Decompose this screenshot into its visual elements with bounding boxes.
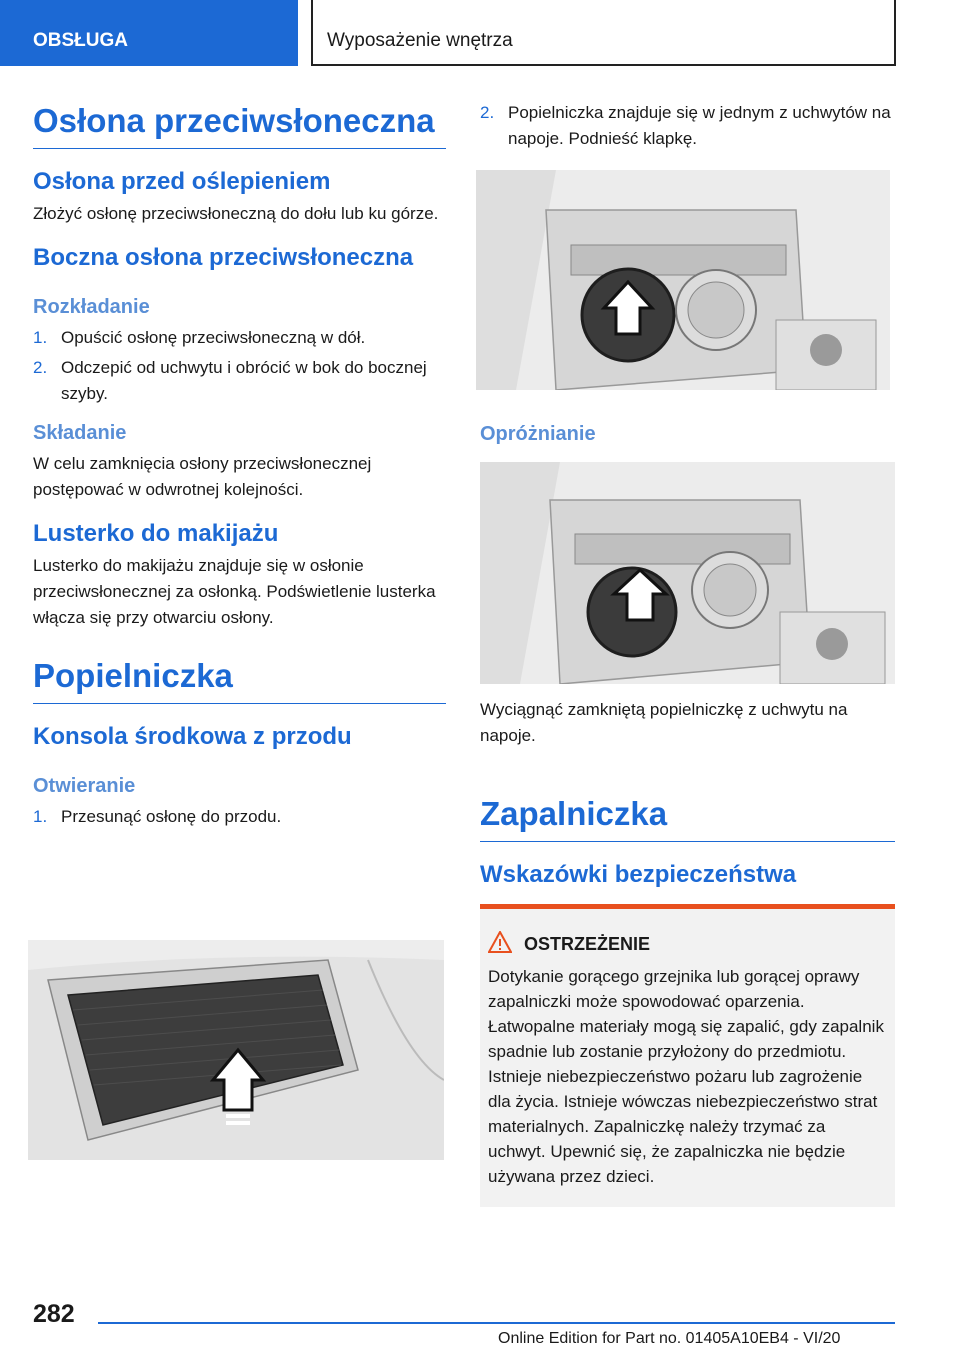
right-column xyxy=(480,100,895,156)
left-column xyxy=(33,100,446,834)
unfold-step-1 xyxy=(33,325,446,351)
step-number: 1. xyxy=(33,807,48,826)
page-header xyxy=(0,0,960,66)
open-title: Otwieranie xyxy=(33,775,136,797)
lighter-title: Zapalniczka xyxy=(480,793,895,842)
footer-divider xyxy=(98,1322,895,1324)
mirror-text: Lusterko do makijażu znajduje się w osłonie przeciwsłonecznej za osłonką. Podświetlenie lusterka włącza się przy otwarciu osłony. xyxy=(33,556,436,627)
mirror-title: Lusterko do makijażu xyxy=(33,520,279,547)
open-step-1 xyxy=(33,804,446,830)
step-text: Opuścić osłonę przeciwsłoneczną w dół. xyxy=(61,328,366,347)
warning-box xyxy=(480,904,895,1207)
ashtray-remove-illustration xyxy=(480,462,895,684)
glare-text: Złożyć osłonę przeciwsłoneczną do dołu lub ku górze. xyxy=(33,204,439,223)
open-step-2 xyxy=(480,100,895,152)
step-text: Odczepić od uchwytu i obrócić w bok do bocznej szyby. xyxy=(61,358,427,403)
fold-title: Składanie xyxy=(33,422,127,444)
warning-text: Dotykanie gorącego grzejnika lub gorącej oprawy zapalniczki może spowodować oparzenia. Łatwopalne materiały mogą się zapalić, gdy zapalnik spadnie lub zostanie przyłożony do przedmiotu. Istnieje niebezpieczeństwo pożaru lub zagrożenie dla życia. Istnieje wówczas niebezpieczeństwo strat materialnych. Zapalniczkę należy trzymać za uchwyt. Upewnić się, że zapalniczka nie będzie używana przez dzieci. xyxy=(488,967,884,1186)
unfold-step-2 xyxy=(33,355,446,407)
sun-visor-title: Osłona przeciwsłoneczna xyxy=(33,100,446,149)
ashtray-title: Popielniczka xyxy=(33,655,446,704)
warning-heading xyxy=(488,931,887,958)
section-tab[interactable]: OBSŁUGA xyxy=(0,0,298,66)
step-number: 1. xyxy=(33,328,48,347)
breadcrumb[interactable]: Wyposażenie wnętrza xyxy=(311,0,896,66)
console-title: Konsola środkowa z przodu xyxy=(33,723,352,750)
fold-text: W celu zamknięcia osłony przeciwsłonecznej postępować w odwrotnej kolejności. xyxy=(33,454,372,499)
glare-title: Osłona przed oślepieniem xyxy=(33,168,331,195)
warning-triangle-icon xyxy=(488,931,512,958)
warning-label: OSTRZEŻENIE xyxy=(524,934,651,954)
unfold-title: Rozkładanie xyxy=(33,296,150,318)
empty-text: Wyciągnąć zamkniętą popielniczkę z uchwytu na napoje. xyxy=(480,700,848,745)
ashtray-open-illustration xyxy=(476,170,890,390)
step-text: Przesunąć osłonę do przodu. xyxy=(61,807,282,826)
step-number: 2. xyxy=(33,358,48,377)
page-number: 282 xyxy=(33,1300,75,1328)
right-lower xyxy=(480,697,895,1207)
step-number: 2. xyxy=(480,103,495,122)
safety-title: Wskazówki bezpieczeństwa xyxy=(480,861,797,888)
side-visor-title: Boczna osłona przeciwsłoneczna xyxy=(33,244,414,271)
step-text: Popielniczka znajduje się w jednym z uchwytów na napoje. Podnieść klapkę. xyxy=(508,103,891,148)
console-cover-illustration xyxy=(28,940,444,1160)
empty-title: Opróżnianie xyxy=(480,423,596,445)
edition-info: Online Edition for Part no. 01405A10EB4 - VI/20 xyxy=(498,1330,841,1347)
